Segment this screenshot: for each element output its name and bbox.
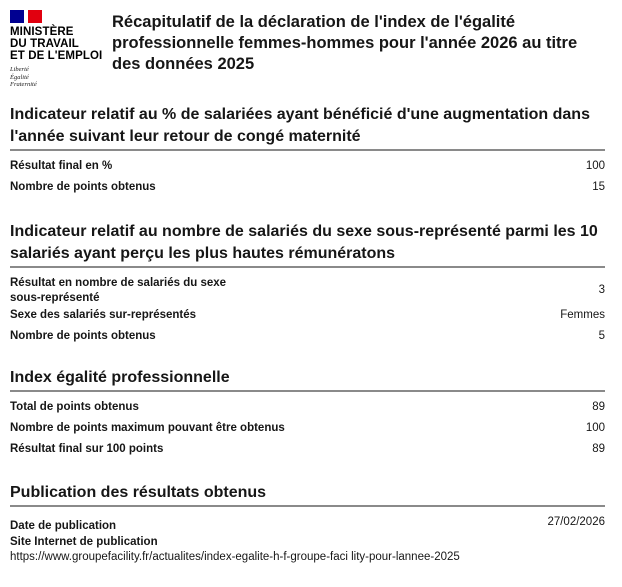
motto-line: Liberté — [10, 66, 29, 73]
republic-motto — [10, 66, 105, 89]
row-label: Date de publication — [10, 520, 117, 532]
row-value: Femmes — [560, 309, 605, 321]
section-title: Publication des résultats obtenus — [10, 482, 605, 507]
row-label: Résultat final sur 100 points — [10, 443, 164, 455]
ministry-logo — [10, 10, 105, 89]
data-row — [10, 421, 605, 436]
ministry-line: ET DE L'EMPLOI — [10, 50, 103, 62]
data-row — [10, 442, 605, 457]
data-row — [10, 535, 605, 565]
section-publication — [10, 482, 605, 565]
document-title: Récapitulatif de la déclaration de l'index de l'égalité professionnelle femmes-hommes pour l'année 2026 au titre des données 2025 — [112, 13, 578, 73]
row-label: Site Internet de publication — [10, 536, 158, 548]
data-row — [10, 329, 605, 344]
row-label: Total de points obtenus — [10, 401, 139, 413]
row-value: 100 — [585, 160, 605, 172]
motto-line: Fraternité — [10, 81, 37, 88]
section-top-earners — [10, 221, 605, 350]
row-label: Nombre de points obtenus — [10, 181, 156, 193]
section-equality-index — [10, 367, 605, 463]
row-value: 5 — [598, 330, 605, 342]
data-row — [10, 159, 605, 174]
data-row — [10, 400, 605, 415]
ministry-line: DU TRAVAIL — [10, 38, 79, 50]
row-value: 3 — [598, 284, 605, 296]
row-label: Nombre de points obtenus — [10, 330, 156, 342]
row-label: Résultat en nombre de salariés du sexe sous-représenté — [10, 277, 227, 304]
french-flag-icon — [10, 10, 42, 23]
section-title: Indicateur relatif au nombre de salariés du sexe sous-représenté parmi les 10 salariés ayant perçu les plus hautes rémunératons — [10, 221, 605, 268]
data-row — [10, 180, 605, 195]
row-label: Résultat final en % — [10, 160, 113, 172]
publication-url[interactable]: https://www.groupefacility.fr/actualites/index-egalite-h-f-groupe-faci lity-pour-lannee-2025 — [10, 551, 460, 563]
section-maternity-raise — [10, 104, 605, 201]
row-value: 27/02/2026 — [547, 516, 605, 528]
data-row — [10, 515, 605, 534]
motto-line: Égalité — [10, 73, 29, 81]
ministry-name — [10, 26, 105, 62]
row-value: 15 — [592, 181, 605, 193]
row-label: Sexe des salariés sur-représentés — [10, 309, 197, 321]
section-title: Indicateur relatif au % de salariées ayant bénéficié d'une augmentation dans l'année suivant leur retour de congé maternité — [10, 104, 605, 151]
row-label: Nombre de points maximum pouvant être obtenus — [10, 422, 285, 434]
data-row — [10, 276, 605, 306]
row-value: 89 — [592, 443, 605, 455]
data-row — [10, 308, 605, 323]
ministry-line: MINISTÈRE — [10, 26, 74, 38]
section-title: Index égalité professionnelle — [10, 367, 605, 392]
row-value: 100 — [585, 422, 605, 434]
row-value: 89 — [592, 401, 605, 413]
